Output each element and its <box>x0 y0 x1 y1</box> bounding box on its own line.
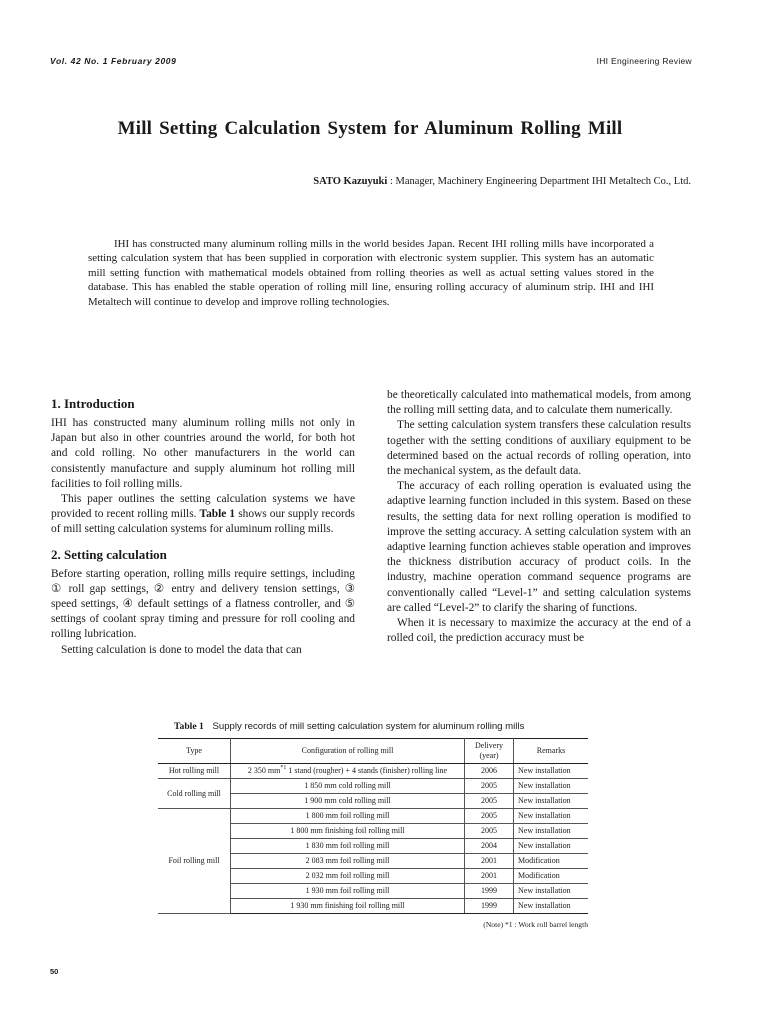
header-type: Type <box>158 739 231 764</box>
year-cell: 2005 <box>465 824 514 839</box>
table-caption-text: Supply records of mill setting calculation system for aluminum rolling mills <box>212 721 525 732</box>
paragraph: The accuracy of each rolling operation is evaluated using the adaptive learning function included in this system. Based on these results, the setting data for next rolling operation is modified to improve the setting accuracy. A setting calculation system with an adaptive learning function achieves stable operation and improves the thickness distribution accuracy of product coils. In the industry, machine operation command sequence programs are conventionally called “Level-1” and setting calculation systems are called “Level-2” to clarify the sharing of functions. <box>387 480 691 614</box>
year-cell: 2005 <box>465 794 514 809</box>
author-name: SATO Kazuyuki <box>313 176 388 187</box>
config-cell: 1 800 mm foil rolling mill <box>231 809 465 824</box>
table-caption <box>174 721 524 732</box>
remarks-cell: New installation <box>514 809 589 824</box>
header-config: Configuration of rolling mill <box>231 739 465 764</box>
header-delivery <box>465 739 514 764</box>
type-cell: Hot rolling mill <box>158 764 231 779</box>
section-heading-introduction: 1. Introduction <box>51 396 135 411</box>
table-row <box>158 809 588 824</box>
paragraph: IHI has constructed many aluminum rolling mills not only in Japan but also in other countries around the world, for both hot and cold rolling. No other manufacturers in the world can consistently manufacture and supply aluminum hot rolling mill facilities to foil rolling mills. <box>51 417 355 490</box>
page-number: 50 <box>50 967 59 976</box>
table-header-row <box>158 739 588 764</box>
year-cell: 1999 <box>465 899 514 914</box>
config-cell: 2 032 mm foil rolling mill <box>231 869 465 884</box>
remarks-cell: New installation <box>514 779 589 794</box>
supply-records-table <box>158 738 588 914</box>
section-heading-setting-calculation: 2. Setting calculation <box>51 546 167 562</box>
year-cell: 2001 <box>465 869 514 884</box>
paragraph <box>51 492 355 538</box>
paragraph: be theoretically calculated into mathematical models, from among the rolling mill setting data, and to calculate them numerically. <box>387 389 691 417</box>
table-row <box>158 779 588 794</box>
paragraph: Setting calculation is done to model the data that can <box>61 643 302 656</box>
publication-name: IHI Engineering Review <box>596 56 692 66</box>
remarks-cell: Modification <box>514 854 589 869</box>
config-cell <box>231 764 465 779</box>
config-cell: 1 800 mm finishing foil rolling mill <box>231 824 465 839</box>
config-cell: 1 850 mm cold rolling mill <box>231 779 465 794</box>
remarks-cell: New installation <box>514 764 589 779</box>
text: 1 stand (rougher) + 4 stands (finisher) rolling line <box>286 766 448 775</box>
type-cell: Foil rolling mill <box>158 809 231 914</box>
text: 2 350 mm <box>247 766 281 775</box>
config-cell: 1 830 mm foil rolling mill <box>231 839 465 854</box>
left-column <box>51 396 355 658</box>
author-affiliation: : Manager, Machinery Engineering Department IHI Metaltech Co., Ltd. <box>389 176 691 187</box>
config-cell: 1 930 mm foil rolling mill <box>231 884 465 899</box>
year-cell: 2001 <box>465 854 514 869</box>
year-cell: 2005 <box>465 809 514 824</box>
footnote-marker: *1 <box>280 765 287 771</box>
paragraph: Before starting operation, rolling mills require settings, including ① roll gap settings, ② entry and delivery tension settings, ③ speed settings, ④ default settings of a flatness controller, and ⑤ settings of coolant spray timing and pressure for roll cooling and rolling lubrication. <box>51 567 355 641</box>
config-cell: 2 083 mm foil rolling mill <box>231 854 465 869</box>
year-cell: 1999 <box>465 884 514 899</box>
header-delivery-line1: Delivery <box>475 741 503 750</box>
remarks-cell: New installation <box>514 839 589 854</box>
config-cell: 1 900 mm cold rolling mill <box>231 794 465 809</box>
header-remarks: Remarks <box>514 739 589 764</box>
table-reference: Table 1 <box>199 508 236 521</box>
paragraph: The setting calculation system transfers these calculation results together with the setting conditions of auxiliary equipment to be determined based on the actual records of rolling operation, into the mechanical system, as the default data. <box>387 419 691 478</box>
author-line <box>313 176 691 187</box>
remarks-cell: New installation <box>514 824 589 839</box>
year-cell: 2005 <box>465 779 514 794</box>
table-note: (Note) *1 : Work roll barrel length <box>483 920 588 929</box>
paragraph: When it is necessary to maximize the accuracy at the end of a rolled coil, the prediction accuracy must be <box>387 617 691 645</box>
type-cell: Cold rolling mill <box>158 779 231 809</box>
year-cell: 2004 <box>465 839 514 854</box>
remarks-cell: Modification <box>514 869 589 884</box>
remarks-cell: New installation <box>514 884 589 899</box>
article-title: Mill Setting Calculation System for Aluminum Rolling Mill <box>117 118 623 139</box>
table-number: Table 1 <box>174 721 204 732</box>
abstract: IHI has constructed many aluminum rolling mills in the world besides Japan. Recent IHI rolling mills have incorporated a setting calculation system that has been supplied in corporation with electronic system supplier. This system has an automatic mill setting function with mathematical models obtained from rolling theories as well as actual setting values stored in the database. This has enabled the stable operation of rolling mill line, ensuring rolling accuracy of aluminum strip. IHI and IHI Metaltech will continue to develop and improve rolling technologies. <box>88 238 654 308</box>
remarks-cell: New installation <box>514 794 589 809</box>
year-cell: 2006 <box>465 764 514 779</box>
text: shows our supply records of mill setting calculation systems for aluminum rolling mills. <box>51 508 355 536</box>
journal-issue: Vol. 42 No. 1 February 2009 <box>50 56 177 66</box>
right-column <box>387 388 691 646</box>
remarks-cell: New installation <box>514 899 589 914</box>
header-delivery-line2: (year) <box>479 751 499 760</box>
config-cell: 1 930 mm finishing foil rolling mill <box>231 899 465 914</box>
table-row <box>158 764 588 779</box>
text: This paper outlines the setting calculation systems we have provided to recent rolling mills. <box>51 493 355 521</box>
